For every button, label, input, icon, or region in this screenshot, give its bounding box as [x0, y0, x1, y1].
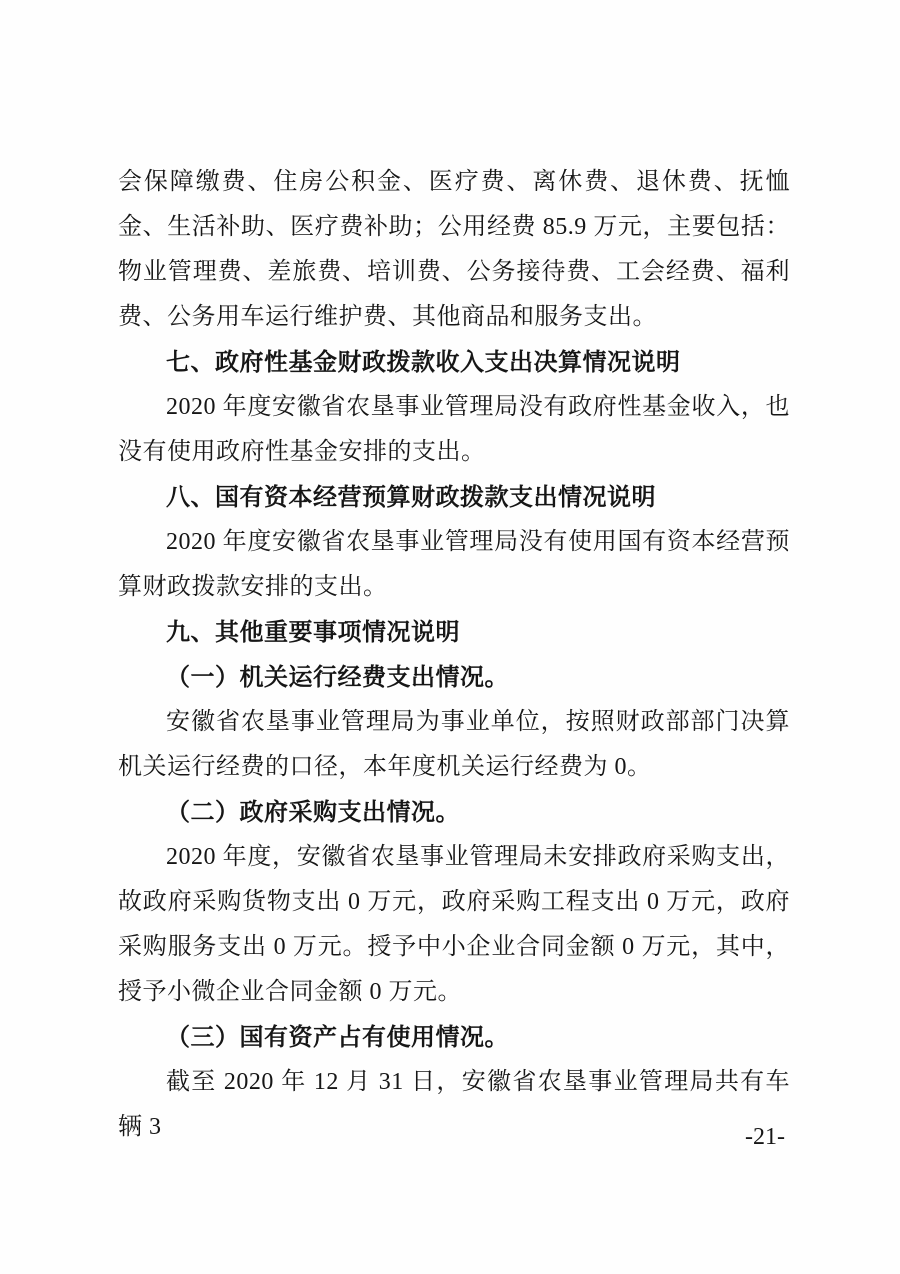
section-heading-9-other-matters: 九、其他重要事项情况说明: [166, 619, 460, 646]
body-paragraph-government-fund: 2020 年度安徽省农垦事业管理局没有政府性基金收入，也没有使用政府性基金安排的支出。: [118, 394, 790, 465]
subheading-9-2-government-procurement: （二）政府采购支出情况。: [166, 799, 460, 826]
body-paragraph-government-procurement: 2020 年度，安徽省农垦事业管理局未安排政府采购支出，故政府采购货物支出 0 万元，政府采购工程支出 0 万元，政府采购服务支出 0 万元。授予中小企业合同金额 0 万元，其中，授予小微企业合同金额 0 万元。: [118, 844, 790, 1005]
body-paragraph-expense-breakdown-continued: 会保障缴费、住房公积金、医疗费、离休费、退休费、抚恤金、生活补助、医疗费补助；公用经费 85.9 万元，主要包括：物业管理费、差旅费、培训费、公务接待费、工会经费、福利费、公务用车运行维护费、其他商品和服务支出。: [118, 169, 790, 330]
section-heading-8-state-capital: 八、国有资本经营预算财政拨款支出情况说明: [166, 484, 656, 511]
body-paragraph-state-assets-truncated: 截至 2020 年 12 月 31 日，安徽省农垦事业管理局共有车辆 3: [118, 1069, 790, 1140]
body-paragraph-state-capital: 2020 年度安徽省农垦事业管理局没有使用国有资本经营预算财政拨款安排的支出。: [118, 529, 790, 600]
section-heading-7-government-fund: 七、政府性基金财政拨款收入支出决算情况说明: [166, 349, 681, 376]
subheading-9-1-operating-funds: （一）机关运行经费支出情况。: [166, 664, 509, 691]
page-number: -21-: [745, 1124, 785, 1150]
document-content: [118, 160, 790, 1150]
subheading-9-3-state-assets: （三）国有资产占有使用情况。: [166, 1024, 509, 1051]
body-paragraph-operating-funds: 安徽省农垦事业管理局为事业单位，按照财政部部门决算机关运行经费的口径，本年度机关运行经费为 0。: [118, 709, 790, 780]
